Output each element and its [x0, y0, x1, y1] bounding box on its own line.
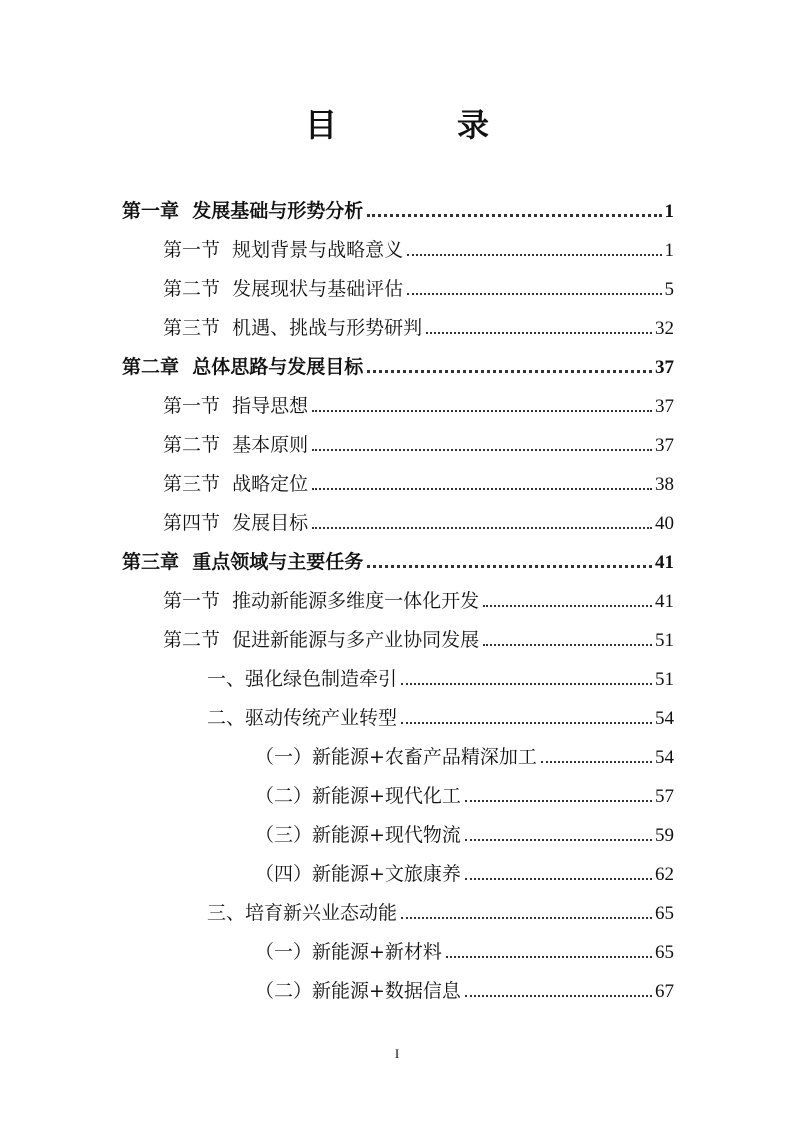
toc-entry-section[interactable] [163, 274, 674, 304]
toc-entry-page: 54 [655, 747, 674, 768]
toc-entry-label: （二）新能源+数据信息 [255, 980, 461, 1002]
toc-entry-label: （一）新能源+农畜产品精深加工 [255, 746, 537, 768]
toc-leader-dots [367, 370, 652, 373]
toc-entry-label: （三）新能源+现代物流 [255, 824, 461, 846]
toc-entry-page: 67 [655, 981, 674, 1002]
toc-entry-page: 41 [655, 552, 674, 573]
toc-entry-section[interactable] [163, 508, 674, 538]
toc-leader-dots [312, 527, 652, 529]
toc-entry-page: 37 [655, 435, 674, 456]
toc-entry-page: 57 [655, 786, 674, 807]
toc-entry-label: 一、强化绿色制造牵引 [207, 668, 398, 690]
toc-entry-label: （二）新能源+现代化工 [255, 785, 461, 807]
toc-entry-chapter[interactable] [122, 352, 674, 382]
toc-entry-label: 第三节 机遇、挑战与形势研判 [163, 317, 423, 339]
toc-entry-page: 37 [655, 396, 674, 417]
toc-entry-label: 第二章 总体思路与发展目标 [122, 356, 364, 378]
toc-entry-chapter[interactable] [122, 547, 674, 577]
toc-entry-label: 第一节 推动新能源多维度一体化开发 [163, 590, 480, 612]
toc-entry-subitem[interactable] [255, 742, 674, 772]
toc-entry-section[interactable] [163, 313, 674, 343]
toc-entry-label: （四）新能源+文旅康养 [255, 863, 461, 885]
toc-leader-dots [312, 488, 652, 490]
toc-entry-page: 65 [655, 942, 674, 963]
toc-leader-dots [483, 644, 652, 646]
toc-entry-label: 第一节 规划背景与战略意义 [163, 239, 404, 261]
toc-leader-dots [367, 565, 652, 568]
toc-entry-subitem[interactable] [255, 820, 674, 850]
toc-entry-page: 51 [655, 630, 674, 651]
toc-entry-item[interactable] [207, 703, 674, 733]
toc-entry-label: 第二节 基本原则 [163, 434, 309, 456]
toc-entry-page: 51 [655, 669, 674, 690]
toc-entry-page: 59 [655, 825, 674, 846]
page-number: I [394, 1046, 400, 1061]
toc-entry-subitem[interactable] [255, 859, 674, 889]
toc-entry-page: 41 [655, 591, 674, 612]
toc-entry-label: 二、驱动传统产业转型 [207, 707, 398, 729]
toc-leader-dots [541, 761, 652, 763]
toc-entry-page: 32 [655, 318, 674, 339]
toc-leader-dots [465, 878, 652, 880]
toc-entry-label: （一）新能源+新材料 [255, 941, 442, 963]
toc-entry-label: 第二节 发展现状与基础评估 [163, 278, 404, 300]
toc-entry-page: 40 [655, 513, 674, 534]
toc-entry-label: 第四节 发展目标 [163, 512, 309, 534]
toc-entry-section[interactable] [163, 469, 674, 499]
toc-entry-section[interactable] [163, 391, 674, 421]
toc-entry-page: 65 [655, 903, 674, 924]
toc-entry-section[interactable] [163, 625, 674, 655]
toc-leader-dots [483, 605, 652, 607]
toc-leader-dots [465, 800, 652, 802]
toc-entry-page: 1 [664, 201, 674, 222]
toc-entry-label: 第三章 重点领域与主要任务 [122, 551, 364, 573]
toc-leader-dots [312, 449, 652, 451]
toc-entry-item[interactable] [207, 898, 674, 928]
toc-leader-dots [407, 254, 661, 256]
toc-leader-dots [401, 683, 652, 685]
toc-entry-chapter[interactable] [122, 196, 674, 226]
toc-entry-label: 三、培育新兴业态动能 [207, 902, 398, 924]
toc-entry-label: 第三节 战略定位 [163, 473, 309, 495]
page-title: 目 录 [304, 106, 533, 144]
toc-leader-dots [312, 410, 652, 412]
toc-entry-page: 5 [664, 279, 674, 300]
toc-entry-page: 1 [664, 240, 674, 261]
toc-entry-subitem[interactable] [255, 937, 674, 967]
toc-entry-section[interactable] [163, 586, 674, 616]
toc-leader-dots [446, 956, 652, 958]
toc-entry-section[interactable] [163, 235, 674, 265]
toc-leader-dots [367, 214, 661, 217]
toc-entry-label: 第一章 发展基础与形势分析 [122, 200, 364, 222]
toc-entry-section[interactable] [163, 430, 674, 460]
toc-entry-page: 54 [655, 708, 674, 729]
toc-leader-dots [401, 722, 652, 724]
toc-entry-label: 第一节 指导思想 [163, 395, 309, 417]
toc-entry-subitem[interactable] [255, 781, 674, 811]
toc-entry-page: 38 [655, 474, 674, 495]
toc-entry-page: 62 [655, 864, 674, 885]
toc-leader-dots [407, 293, 661, 295]
toc-leader-dots [465, 839, 652, 841]
toc-entry-subitem[interactable] [255, 976, 674, 1006]
toc-entry-item[interactable] [207, 664, 674, 694]
toc-entry-page: 37 [655, 357, 674, 378]
toc-leader-dots [401, 917, 652, 919]
toc-entry-label: 第二节 促进新能源与多产业协同发展 [163, 629, 480, 651]
toc-leader-dots [426, 332, 652, 334]
toc-leader-dots [465, 995, 652, 997]
